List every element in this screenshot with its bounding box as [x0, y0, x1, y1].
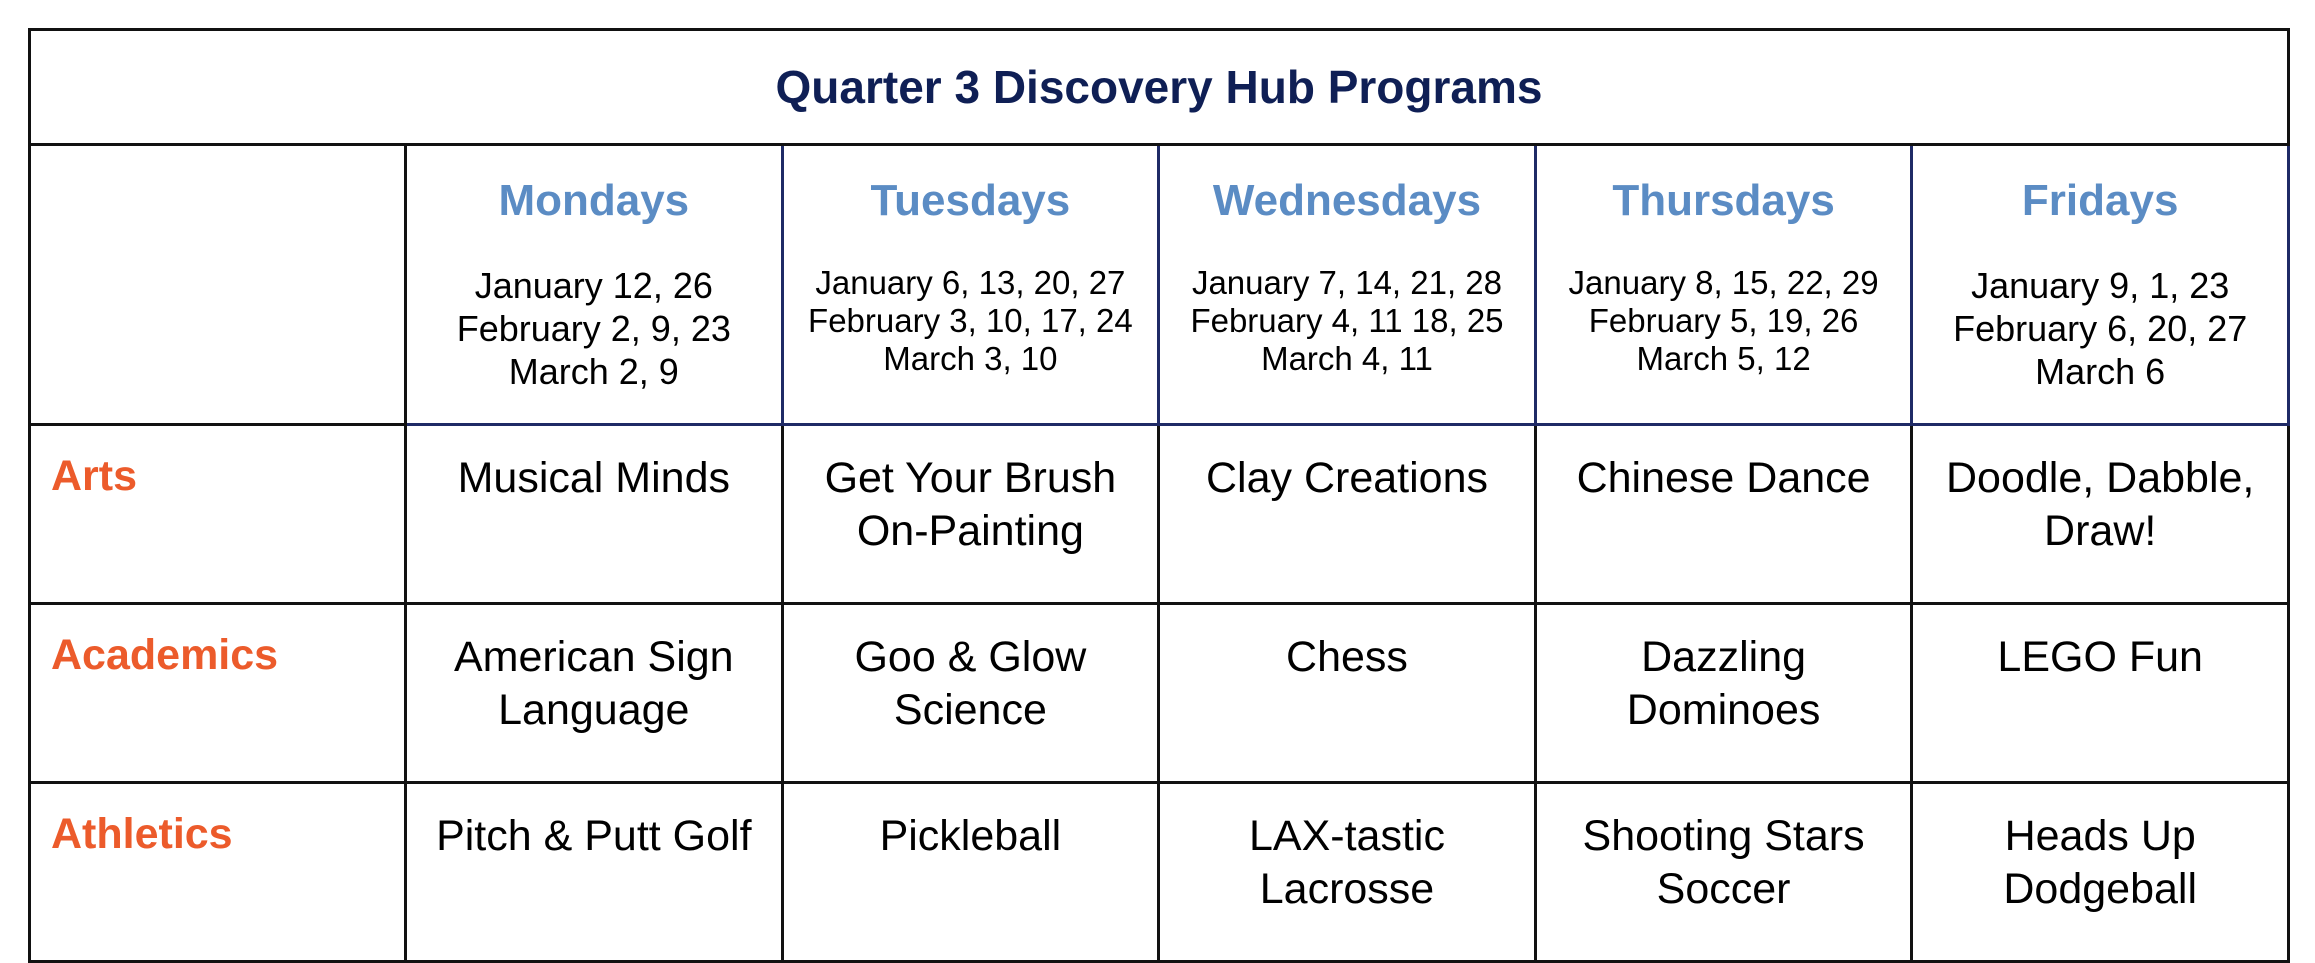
date-line: March 6 — [2035, 351, 2166, 392]
day-dates — [407, 264, 781, 393]
program-name: Musical Minds — [457, 454, 730, 502]
category-label: Arts — [51, 452, 138, 500]
date-line: March 3, 10 — [883, 340, 1058, 377]
day-dates — [1913, 264, 2287, 393]
date-line: February 4, 11 18, 25 — [1190, 302, 1504, 339]
program-cell — [1912, 604, 2289, 783]
category-cell — [30, 604, 406, 783]
row-arts — [30, 425, 2289, 604]
table-title: Quarter 3 Discovery Hub Programs — [775, 61, 1543, 113]
program-cell — [1912, 425, 2289, 604]
corner-cell — [30, 145, 406, 425]
date-line: March 2, 9 — [508, 351, 679, 392]
date-line: March 4, 11 — [1261, 340, 1433, 377]
program-name: LEGO Fun — [1997, 633, 2203, 681]
program-name: Dazzling Dominoes — [1626, 633, 1821, 734]
program-name: Get Your Brush On-Painting — [824, 454, 1117, 555]
program-cell — [1535, 604, 1912, 783]
program-cell — [406, 425, 783, 604]
program-cell — [406, 783, 783, 962]
program-name: Chess — [1286, 633, 1408, 681]
day-header-row — [30, 145, 2289, 425]
day-dates — [1160, 264, 1534, 378]
day-header-fridays — [1912, 145, 2289, 425]
row-athletics — [30, 783, 2289, 962]
program-name: Chinese Dance — [1576, 454, 1871, 502]
program-name: LAX-tastic Lacrosse — [1249, 812, 1445, 913]
program-cell — [1159, 604, 1536, 783]
day-header-thursdays — [1535, 145, 1912, 425]
schedule-table — [28, 28, 2290, 963]
date-line: March 5, 12 — [1636, 340, 1811, 377]
day-name: Mondays — [498, 176, 690, 225]
program-name: Clay Creations — [1205, 454, 1488, 502]
category-label: Academics — [51, 631, 279, 679]
date-line: January 12, 26 — [474, 265, 713, 306]
day-dates — [784, 264, 1158, 378]
date-line: February 5, 19, 26 — [1588, 302, 1859, 339]
program-name: Shooting Stars Soccer — [1582, 812, 1865, 913]
day-name: Wednesdays — [1212, 176, 1482, 225]
program-name: Pitch & Putt Golf — [436, 812, 752, 860]
program-name: Heads Up Dodgeball — [2003, 812, 2198, 913]
date-line: January 6, 13, 20, 27 — [815, 264, 1126, 301]
day-name: Fridays — [2021, 176, 2179, 225]
day-header-tuesdays — [782, 145, 1159, 425]
category-cell — [30, 425, 406, 604]
program-name: Pickleball — [879, 812, 1062, 860]
day-name: Tuesdays — [870, 176, 1071, 225]
program-cell — [406, 604, 783, 783]
program-name: Goo & Glow Science — [854, 633, 1087, 734]
date-line: January 8, 15, 22, 29 — [1568, 264, 1879, 301]
program-cell — [782, 425, 1159, 604]
date-line: February 3, 10, 17, 24 — [808, 302, 1133, 339]
program-cell — [1535, 425, 1912, 604]
category-label: Athletics — [51, 810, 233, 858]
date-line: February 6, 20, 27 — [1953, 308, 2248, 349]
category-cell — [30, 783, 406, 962]
day-header-mondays — [406, 145, 783, 425]
program-name: American Sign Language — [453, 633, 734, 734]
program-cell — [1159, 783, 1536, 962]
program-cell — [1912, 783, 2289, 962]
program-name: Doodle, Dabble, Draw! — [1946, 454, 2255, 555]
program-cell — [782, 783, 1159, 962]
title-row — [30, 30, 2289, 145]
program-cell — [782, 604, 1159, 783]
day-name: Thursdays — [1612, 176, 1835, 225]
day-dates — [1537, 264, 1911, 378]
program-cell — [1535, 783, 1912, 962]
title-cell — [30, 30, 2289, 145]
date-line: February 2, 9, 23 — [456, 308, 731, 349]
date-line: January 9, 1, 23 — [1971, 265, 2230, 306]
row-academics — [30, 604, 2289, 783]
program-cell — [1159, 425, 1536, 604]
date-line: January 7, 14, 21, 28 — [1191, 264, 1503, 301]
day-header-wednesdays — [1159, 145, 1536, 425]
